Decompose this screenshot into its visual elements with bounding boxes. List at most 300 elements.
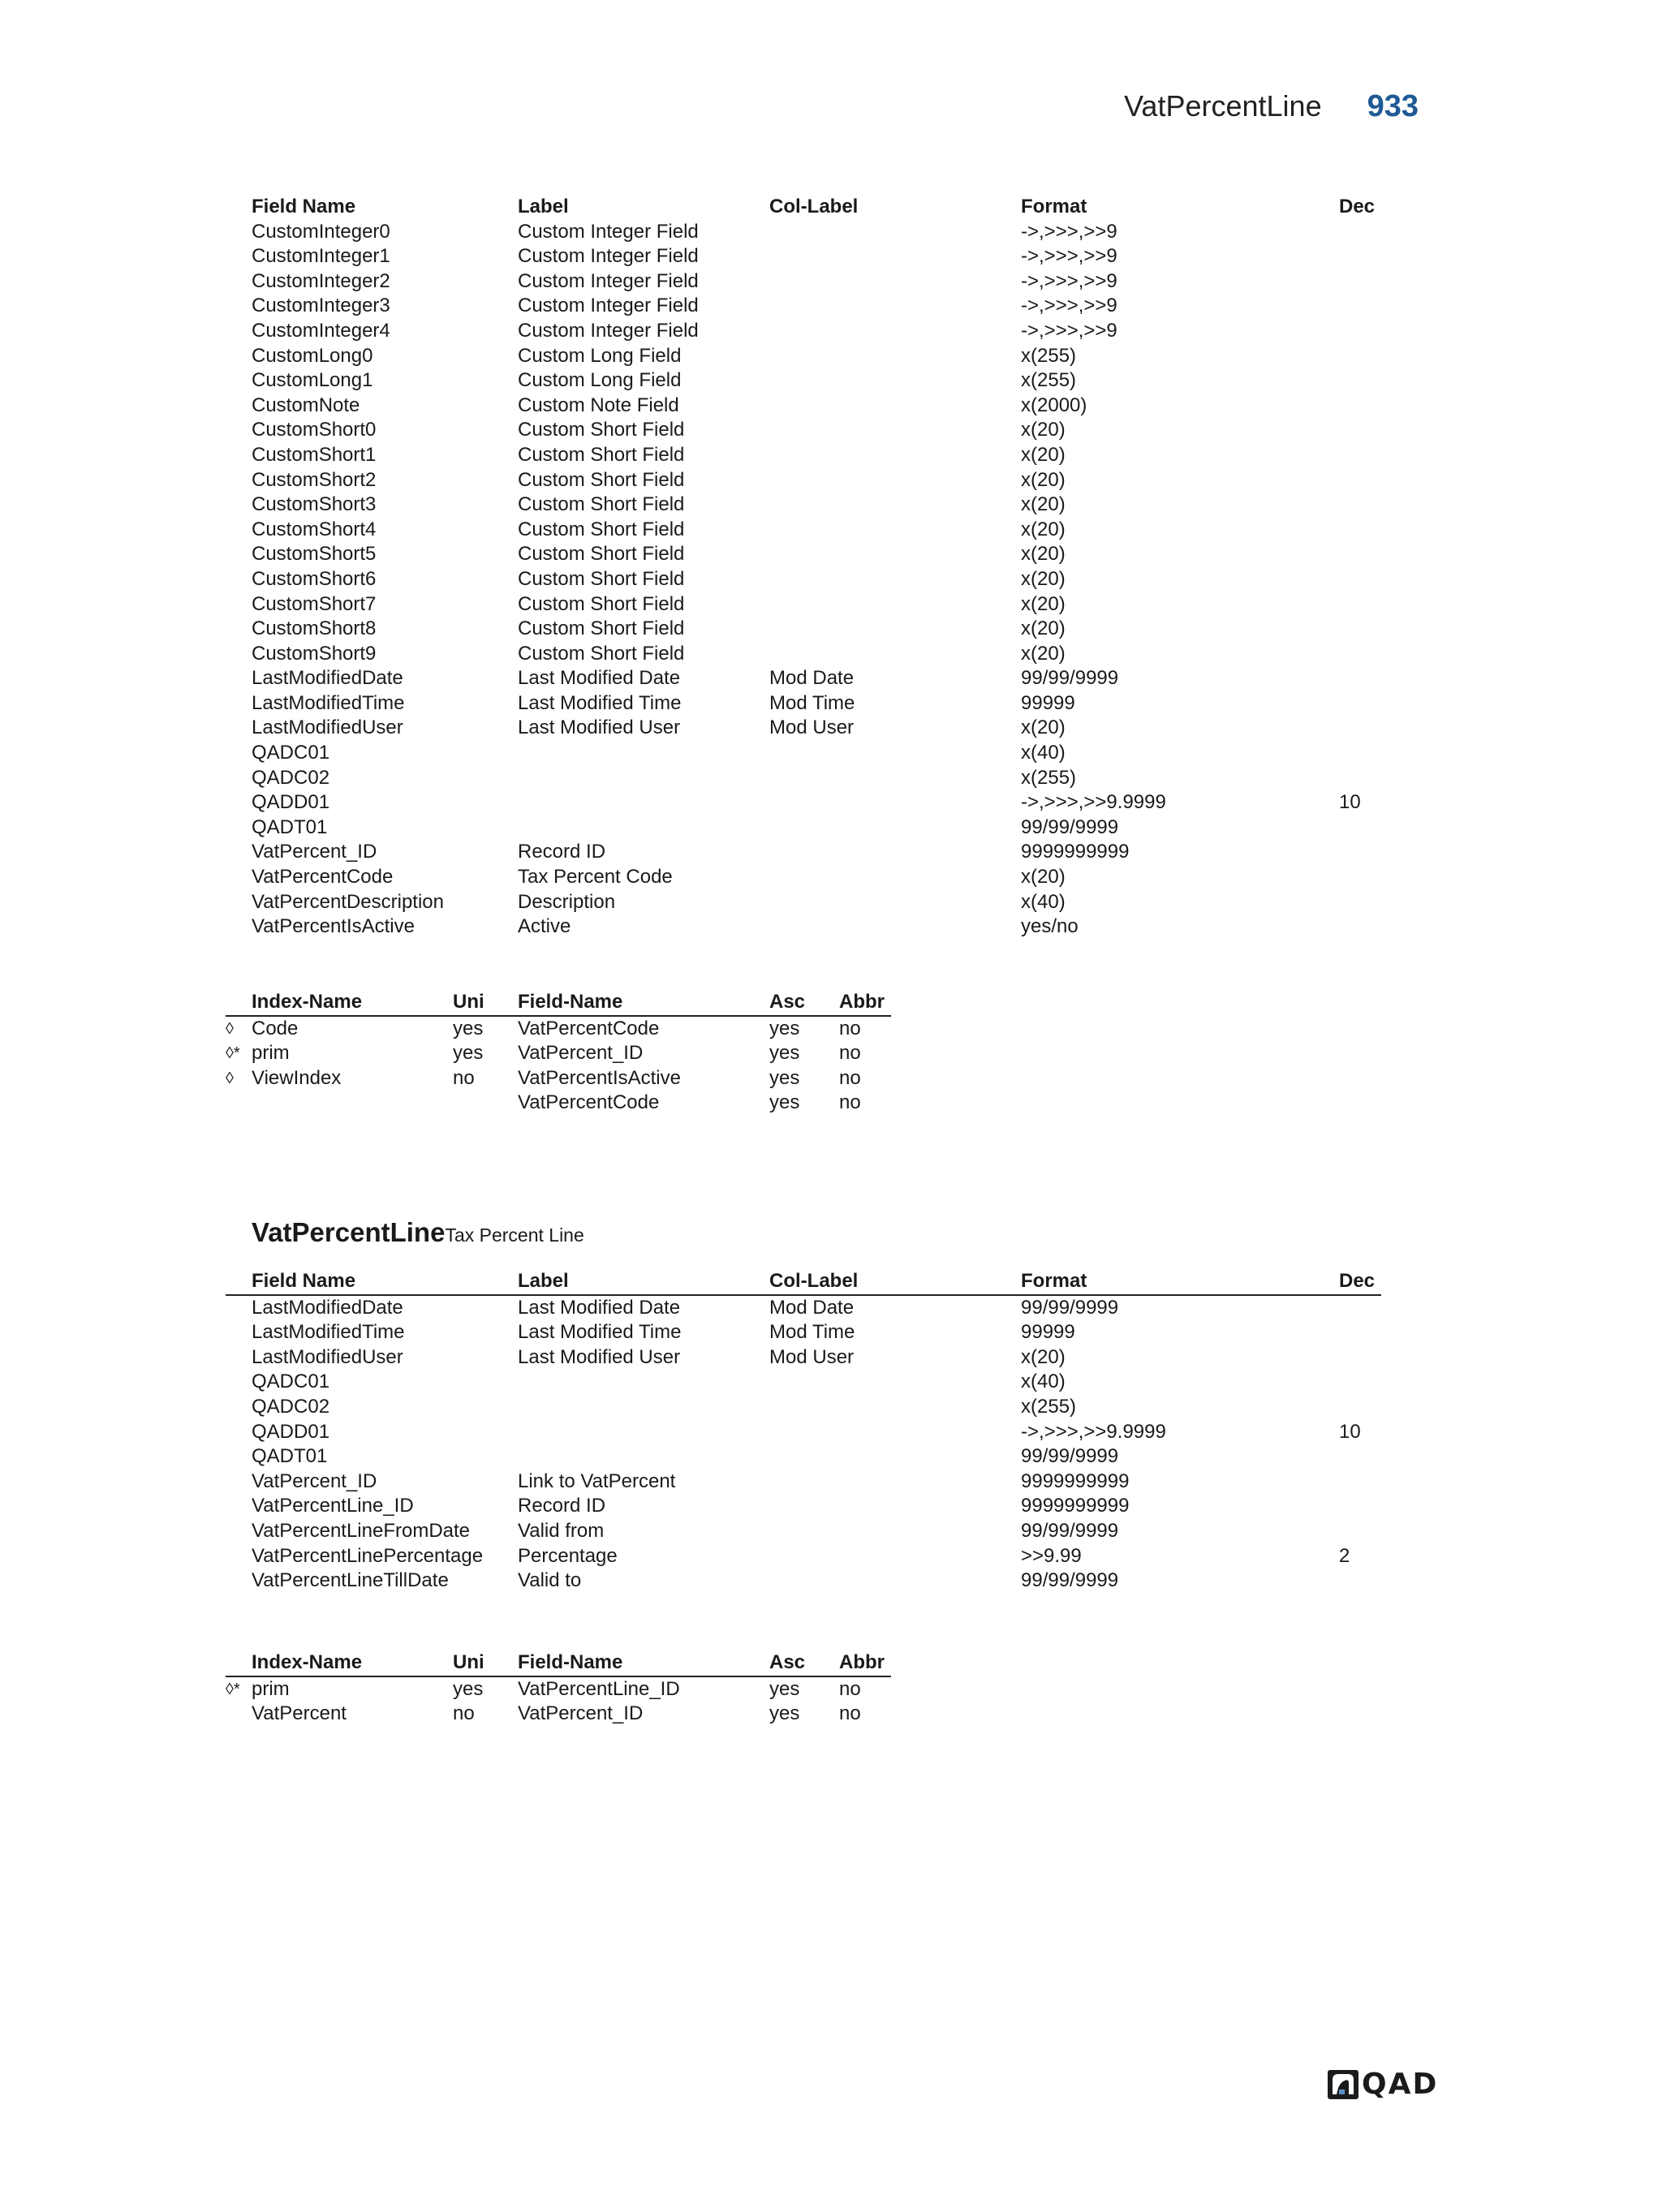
field-col-label [769,766,1021,791]
field-label: Last Modified User [518,717,681,739]
field-format: ->,>>>,>>9 [1021,220,1117,243]
table-row [226,741,1381,766]
field-format: x(20) [1021,567,1066,590]
field-label: Custom Short Field [518,543,685,566]
field-col-label [769,1444,1021,1470]
field-col-label [769,294,1021,319]
table-row [226,1544,1381,1569]
field-col-label [769,443,1021,468]
field-dec [1339,493,1381,518]
index-marker: ◊ [226,1019,234,1038]
row-marker [226,1519,252,1544]
table-row [226,269,1381,295]
field-label: Record ID [518,1495,606,1517]
row-marker [226,691,252,717]
field-label: Custom Short Field [518,518,685,540]
field-col-label [769,542,1021,567]
field-name: CustomShort6 [252,567,377,590]
row-marker [226,741,252,766]
table-row [226,716,1381,741]
row-marker [226,766,252,791]
field-col-label: Mod User [769,1345,855,1368]
field-name: QADC01 [252,742,330,764]
field-label: Custom Integer Field [518,319,699,342]
field-label: Record ID [518,841,606,863]
field-col-label [769,1370,1021,1395]
field-col-label [769,468,1021,493]
field-label: Last Modified Date [518,667,681,690]
field-format: x(20) [1021,419,1066,441]
field-dec [1339,567,1381,592]
index-ascending: yes [769,1017,800,1039]
field-col-label [769,1519,1021,1544]
field-label [518,816,769,841]
field-label [518,1420,769,1445]
field-col-label [769,914,1021,940]
field-dec [1339,368,1381,394]
table-row [226,1519,1381,1544]
index-ascending: yes [769,1091,800,1114]
col-format: Format [1021,1269,1339,1295]
field-label: Valid from [518,1519,605,1542]
field-name: CustomLong1 [252,369,373,392]
table-row [226,642,1381,667]
field-label: Tax Percent Code [518,866,673,889]
field-format: x(255) [1021,766,1077,789]
field-name: CustomInteger2 [252,269,390,292]
field-label: Custom Long Field [518,344,682,367]
index-abbreviated: no [839,1066,861,1089]
table-row [226,1569,1381,1594]
field-name: CustomInteger1 [252,245,390,268]
field-format: 99/99/9999 [1021,816,1119,838]
table-row [226,220,1381,245]
table-row [226,319,1381,344]
field-label: Last Modified User [518,1345,681,1368]
col-index-name: Index-Name [252,990,453,1016]
field-label: Active [518,915,571,938]
field-dec [1339,766,1381,791]
field-rows [226,1295,1381,1594]
row-marker [226,542,252,567]
field-label: Last Modified Time [518,691,682,714]
field-table [226,1269,1381,1594]
field-label: Custom Note Field [518,394,679,416]
section2-fields [226,1269,1381,1594]
row-marker [226,1395,252,1420]
field-label: Custom Integer Field [518,295,699,317]
index-table [226,990,891,1116]
table-row [226,1016,891,1042]
field-format: x(20) [1021,443,1066,466]
col-index-field-name: Field-Name [518,1650,769,1676]
field-name: CustomShort5 [252,543,377,566]
table-row [226,840,1381,865]
field-dec: 2 [1339,1544,1350,1567]
field-format: x(20) [1021,592,1066,615]
row-marker [226,443,252,468]
row-marker [226,666,252,691]
field-name: VatPercent_ID [252,1470,377,1492]
index-abbreviated: no [839,1017,861,1039]
field-dec [1339,617,1381,642]
field-name: VatPercentLinePercentage [252,1544,484,1567]
field-dec [1339,1295,1381,1321]
index-ascending: yes [769,1702,800,1725]
table-row [226,1494,1381,1519]
col-col-label: Col-Label [769,196,859,217]
field-format: ->,>>>,>>9 [1021,295,1117,317]
row-marker [226,394,252,419]
field-format: x(20) [1021,618,1066,640]
index-name: ViewIndex [252,1066,342,1089]
table-row [226,1091,891,1116]
field-name: CustomShort1 [252,443,377,466]
row-marker [226,244,252,269]
table-row [226,418,1381,443]
field-label: Custom Integer Field [518,269,699,292]
field-format: 99/99/9999 [1021,1445,1119,1468]
field-col-label [769,319,1021,344]
field-col-label [769,394,1021,419]
field-format: 9999999999 [1021,841,1130,863]
field-label [518,1370,769,1395]
field-dec [1339,816,1381,841]
col-abbr: Abbr [839,990,891,1016]
index-rows [226,1676,891,1727]
field-col-label [769,592,1021,618]
row-marker [226,617,252,642]
field-name: VatPercentDescription [252,890,444,913]
row-marker [226,319,252,344]
row-marker [226,592,252,618]
table-row [226,443,1381,468]
field-dec [1339,443,1381,468]
field-label [518,790,769,816]
table-row [226,518,1381,543]
row-marker [226,840,252,865]
row-marker [226,1544,252,1569]
field-name: QADT01 [252,816,328,838]
field-col-label [769,1420,1021,1445]
table-row [226,592,1381,618]
row-marker [226,1320,252,1345]
field-format: x(20) [1021,493,1066,516]
field-dec [1339,592,1381,618]
col-col-label: Col-Label [769,1269,1021,1295]
field-label: Link to VatPercent [518,1470,676,1492]
col-label: Label [518,196,569,217]
field-format: ->,>>>,>>9 [1021,245,1117,268]
field-name: CustomInteger3 [252,295,390,317]
field-col-label [769,1494,1021,1519]
index-name: VatPercent [252,1702,347,1725]
field-label: Custom Short Field [518,567,685,590]
field-dec [1339,642,1381,667]
field-format: x(40) [1021,890,1066,913]
field-label: Custom Long Field [518,369,682,392]
field-col-label [769,1470,1021,1495]
index-marker: ◊* [226,1044,240,1063]
col-uni: Uni [453,1650,518,1676]
field-col-label: Mod Date [769,667,855,690]
field-name: QADD01 [252,791,330,814]
section1-indexes [226,990,1381,1116]
field-col-label [769,518,1021,543]
field-col-label [769,1395,1021,1420]
field-name: CustomShort3 [252,493,377,516]
table-row [226,1444,1381,1470]
index-abbreviated: no [839,1042,861,1065]
field-format: x(255) [1021,369,1077,392]
field-format: x(20) [1021,543,1066,566]
row-marker [226,418,252,443]
col-dec: Dec [1339,1269,1381,1295]
field-label: Valid to [518,1569,582,1592]
field-format: x(40) [1021,1371,1066,1393]
field-name: VatPercentLine_ID [252,1495,414,1517]
col-asc: Asc [769,990,839,1016]
table-row [226,542,1381,567]
field-name: VatPercentCode [252,866,394,889]
header-title: VatPercentLine [1124,89,1322,123]
field-format: x(255) [1021,344,1077,367]
field-col-label [769,493,1021,518]
field-label: Custom Integer Field [518,245,699,268]
row-marker [226,493,252,518]
table-row [226,1066,891,1091]
field-name: LastModifiedUser [252,1345,403,1368]
index-ascending: yes [769,1042,800,1065]
field-col-label [769,790,1021,816]
table-row [226,1676,891,1702]
row-marker [226,1470,252,1495]
field-name: VatPercent_ID [252,841,377,863]
field-name: QADC02 [252,766,330,789]
field-col-label [769,642,1021,667]
row-marker [226,816,252,841]
table-row [226,394,1381,419]
field-name: CustomShort9 [252,642,377,665]
field-name: CustomShort8 [252,618,377,640]
index-name [252,1091,453,1116]
table-row [226,1320,1381,1345]
field-format: ->,>>>,>>9.9999 [1021,1420,1166,1443]
table-title [252,1217,584,1253]
field-dec [1339,1519,1381,1544]
table-row [226,344,1381,369]
index-unique: yes [453,1017,484,1039]
field-dec [1339,319,1381,344]
table-row [226,617,1381,642]
field-col-label [769,368,1021,394]
index-marker [226,1702,252,1727]
row-marker [226,1494,252,1519]
index-unique: no [453,1066,475,1089]
qad-logo-icon [1328,2070,1358,2099]
table-row [226,468,1381,493]
field-label: Custom Short Field [518,592,685,615]
field-col-label [769,617,1021,642]
table-row [226,816,1381,841]
index-name: prim [252,1042,290,1065]
table-name: VatPercentLine [252,1217,446,1247]
field-label: Custom Short Field [518,493,685,516]
field-format: x(255) [1021,1395,1077,1418]
field-label: Custom Short Field [518,419,685,441]
field-col-label [769,741,1021,766]
index-marker [226,1091,252,1116]
field-dec [1339,269,1381,295]
qad-logo [1328,2068,1438,2101]
index-abbreviated: no [839,1702,861,1725]
field-dec [1339,518,1381,543]
field-label: Last Modified Time [518,1321,682,1344]
field-name: VatPercentLineTillDate [252,1569,449,1592]
field-name: QADD01 [252,1420,330,1443]
row-marker [226,1569,252,1594]
row-marker [226,1420,252,1445]
field-label: Custom Short Field [518,468,685,491]
col-field-name: Field Name [252,1269,518,1295]
field-label: Description [518,890,616,913]
index-field-name: VatPercentLine_ID [518,1677,680,1700]
page-header [1124,89,1419,130]
field-col-label [769,865,1021,890]
field-dec [1339,1320,1381,1345]
field-dec [1339,220,1381,245]
field-dec [1339,394,1381,419]
index-table [226,1650,891,1727]
field-dec [1339,914,1381,940]
section2-indexes [226,1650,1381,1727]
field-label: Percentage [518,1544,618,1567]
field-format: >>9.99 [1021,1544,1082,1567]
field-dec [1339,1470,1381,1495]
field-format: 9999999999 [1021,1470,1130,1492]
field-col-label [769,890,1021,915]
field-dec [1339,294,1381,319]
field-dec [1339,1569,1381,1594]
field-format: ->,>>>,>>9.9999 [1021,791,1166,814]
index-ascending: yes [769,1066,800,1089]
field-dec [1339,840,1381,865]
index-unique: yes [453,1677,484,1700]
field-format: x(20) [1021,468,1066,491]
index-field-name: VatPercent_ID [518,1702,644,1725]
field-col-label [769,418,1021,443]
field-label [518,1395,769,1420]
field-dec [1339,468,1381,493]
field-col-label [769,220,1021,245]
field-format: 99/99/9999 [1021,1519,1119,1542]
field-dec [1339,1395,1381,1420]
col-asc: Asc [769,1650,839,1676]
logo-text: QAD [1362,2068,1439,2101]
index-abbreviated: no [839,1091,861,1114]
field-col-label: Mod Time [769,1321,855,1344]
row-marker [226,344,252,369]
row-marker [226,790,252,816]
index-name: Code [252,1017,299,1039]
field-rows [226,220,1381,940]
index-ascending: yes [769,1677,800,1700]
field-name: CustomShort2 [252,468,377,491]
index-field-name: VatPercentCode [518,1091,660,1114]
index-field-name: VatPercentCode [518,1017,660,1039]
field-format: 99999 [1021,691,1075,714]
field-col-label: Mod User [769,717,855,739]
field-label: Last Modified Date [518,1296,681,1319]
field-format: x(20) [1021,717,1066,739]
col-index-field-name: Field-Name [518,990,769,1016]
table-row [226,1470,1381,1495]
field-name: CustomShort0 [252,419,377,441]
row-marker [226,567,252,592]
table-row [226,1420,1381,1445]
field-name: CustomInteger0 [252,220,390,243]
section1-fields [226,195,1381,940]
field-name: CustomLong0 [252,344,373,367]
table-row [226,244,1381,269]
field-label [518,741,769,766]
row-marker [226,1345,252,1371]
row-marker [226,220,252,245]
field-format: 99/99/9999 [1021,1296,1119,1319]
row-marker [226,468,252,493]
row-marker [226,518,252,543]
row-marker [226,1295,252,1321]
table-row [226,294,1381,319]
field-name: LastModifiedTime [252,691,405,714]
table-row [226,368,1381,394]
row-marker [226,914,252,940]
field-name: LastModifiedDate [252,1296,403,1319]
field-name: QADC02 [252,1395,330,1418]
row-marker [226,1444,252,1470]
col-abbr: Abbr [839,1650,891,1676]
page-number: 933 [1367,89,1419,123]
index-unique [453,1091,518,1116]
field-name: LastModifiedDate [252,667,403,690]
field-dec [1339,666,1381,691]
table-row [226,1370,1381,1395]
row-marker [226,368,252,394]
field-dec [1339,244,1381,269]
field-format: x(40) [1021,742,1066,764]
col-index-name: Index-Name [252,1650,453,1676]
table-row [226,1345,1381,1371]
field-label: Custom Short Field [518,642,685,665]
field-col-label [769,567,1021,592]
field-dec: 10 [1339,791,1361,814]
field-dec [1339,890,1381,915]
col-label: Label [518,1269,769,1295]
field-name: CustomInteger4 [252,319,390,342]
field-col-label: Mod Time [769,691,855,714]
row-marker [226,890,252,915]
row-marker [226,865,252,890]
table-row [226,865,1381,890]
field-col-label [769,269,1021,295]
row-marker [226,1370,252,1395]
field-name: VatPercentLineFromDate [252,1519,471,1542]
index-rows [226,1016,891,1116]
field-label [518,1444,769,1470]
field-dec [1339,418,1381,443]
field-col-label [769,840,1021,865]
field-format: x(20) [1021,642,1066,665]
